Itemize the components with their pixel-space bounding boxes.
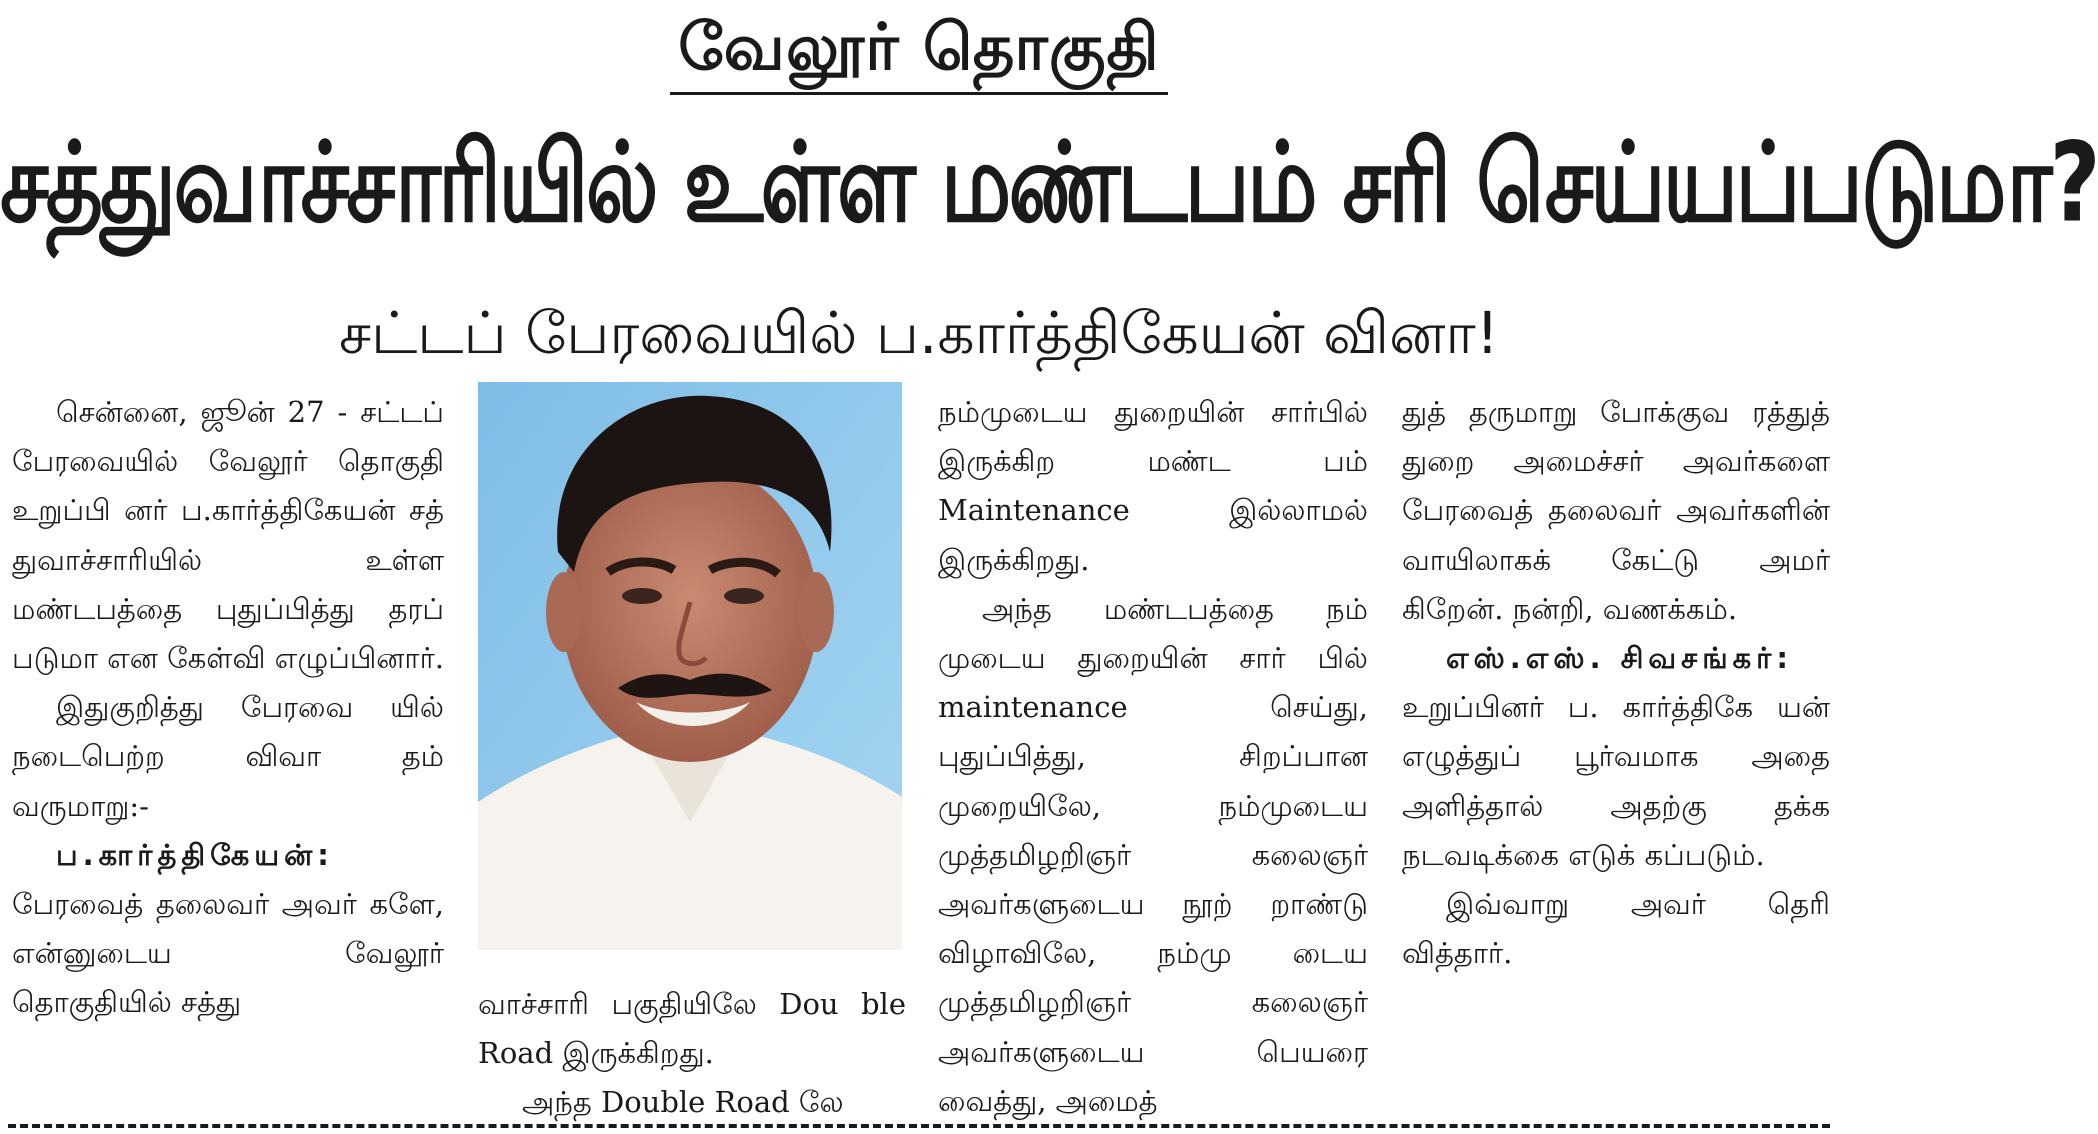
speaker-name: எஸ்.எஸ். சிவசங்கர்: — [1446, 641, 1793, 676]
body-paragraph: இதுகுறித்து பேரவை யில் நடைபெற்ற விவா தம் வருமாறு:- — [12, 690, 444, 823]
headline: சத்துவாச்சாரியில் உள்ள மண்டபம் சரி செய்யப்படுமா? — [0, 118, 2098, 247]
body-paragraph: வாச்சாரி பகுதியிலே Dou ble Road இருக்கிறது. — [478, 987, 906, 1071]
body-paragraph: அந்த மண்டபத்தை நம் முடைய துறையின் சார் பில் maintenance செய்து, புதுப்பித்து, சிறப்பான முறையிலே, நம்முடைய முத்தமிழறிஞர் கலைஞர் அவர்களுடைய நூற் றாண்டு விழாவிலே, நம்மு டைய முத்தமிழறிஞர் கலைஞர் அவர்களுடைய பெயரை வைத்து, அமைத் — [938, 591, 1368, 1118]
article-column-4 — [1402, 388, 1830, 1122]
dateline-paragraph: சென்னை, ஜூன் 27 - சட்டப் பேரவையில் வேலூர் தொகுதி உறுப்பி னர் ப.கார்த்திகேயன் சத் துவாச்சாரியில் உள்ள மண்டபத்தை புதுப்பித்து தரப் படுமா என கேள்வி எழுப்பினார். — [12, 395, 444, 676]
article-column-1 — [12, 388, 444, 1122]
subheadline: சட்டப் பேரவையில் ப.கார்த்திகேயன் வினா! — [339, 299, 1499, 367]
kicker-heading — [0, 4, 1838, 102]
body-paragraph: அந்த Double Road லே — [522, 1085, 844, 1120]
article-column-2 — [478, 980, 906, 1122]
portrait-photo — [478, 382, 902, 950]
bottom-dashed-rule — [8, 1124, 1830, 1128]
portrait-illustration — [478, 382, 902, 950]
kicker-text: வேலூர் தொகுதி — [670, 4, 1168, 95]
speaker-paragraph — [12, 831, 444, 880]
body-paragraph: உறுப்பினர் ப. கார்த்திகே யன் எழுத்துப் பூர்வமாக அதை அளித்தால் அதற்கு தக்க நடவடிக்கை எடுக் கப்படும். — [1402, 690, 1830, 872]
body-paragraph: இவ்வாறு அவர் தெரி வித்தார். — [1402, 887, 1830, 971]
article-column-3 — [938, 388, 1368, 1122]
body-paragraph: பேரவைத் தலைவர் அவர் களே, என்னுடைய வேலூர் தொகுதியில் சத்து — [12, 887, 444, 1020]
body-paragraph: நம்முடைய துறையின் சார்பில் இருக்கிற மண்ட பம் Maintenance இல்லாமல் இருக்கிறது. — [938, 395, 1368, 577]
speaker-name: ப.கார்த்திகேயன்: — [56, 837, 334, 872]
body-paragraph: துத் தருமாறு போக்குவ ரத்துத் துறை அமைச்சர் அவர்களை பேரவைத் தலைவர் அவர்களின் வாயிலாகக் கேட்டு அமர் கிறேன். நன்றி, வணக்கம். — [1402, 395, 1830, 626]
speaker-paragraph — [1402, 634, 1830, 683]
